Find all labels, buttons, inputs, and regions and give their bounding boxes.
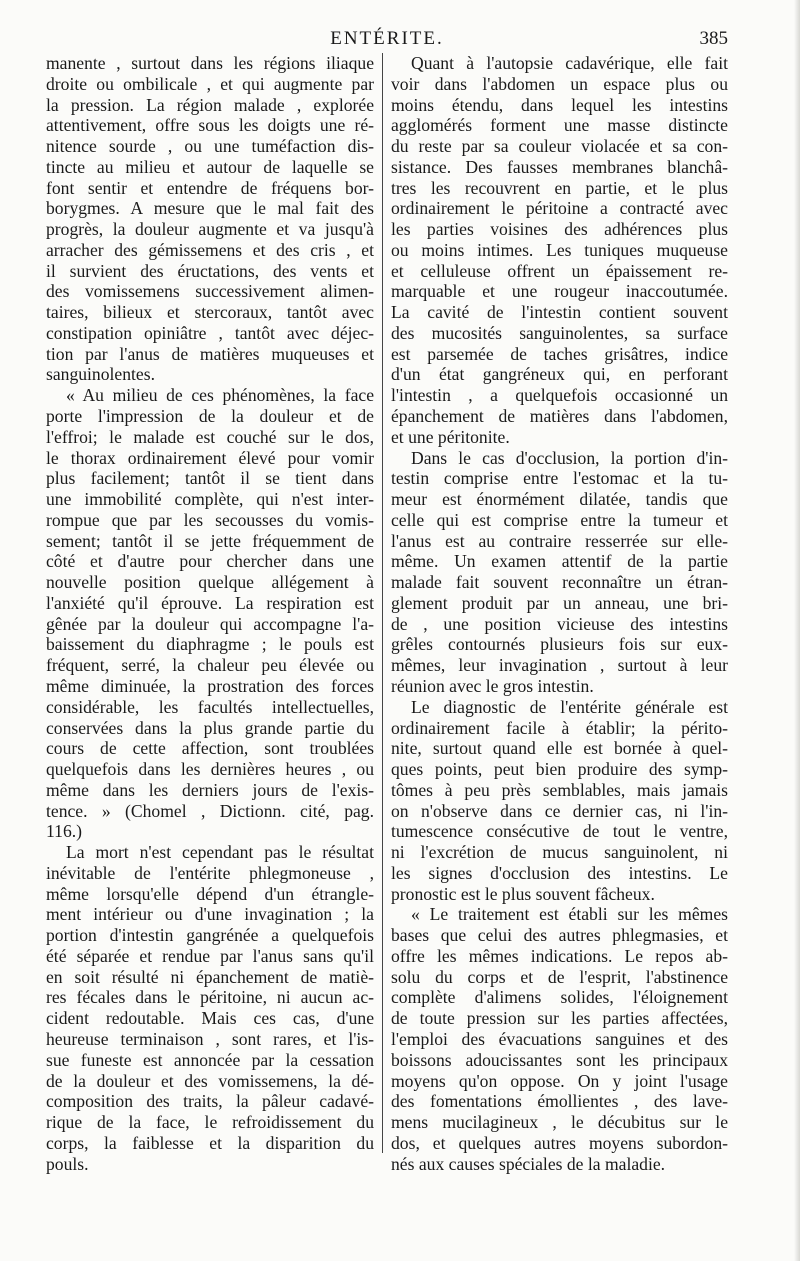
text-line: boissons adoucissantes sont les principaux bbox=[391, 1049, 728, 1070]
text-line: tumescence consécutive de tout le ventre, bbox=[391, 821, 728, 842]
text-line: sistance. Des fausses membranes blanchâ- bbox=[391, 156, 728, 177]
text-line: La mort n'est cependant pas le résultat bbox=[66, 842, 374, 863]
text-line: porte l'impression de la douleur et de bbox=[46, 406, 374, 427]
text-line: est parsemée de taches grisâtres, indice bbox=[391, 343, 728, 364]
text-line: composition des traits, la pâleur cadavé- bbox=[46, 1091, 374, 1112]
text-line: et celluleuse offrent un épaissement re- bbox=[391, 260, 728, 281]
text-line: heureuse terminaison , sont rares, et l'is- bbox=[46, 1028, 374, 1049]
text-line: progrès, la douleur augmente et va jusqu'à bbox=[46, 219, 374, 240]
text-line: il survient des éructations, des vents et bbox=[46, 260, 374, 281]
text-line: quelquefois dans les dernières heures , ou bbox=[46, 759, 374, 780]
text-line: du reste par sa couleur violacée et sa con- bbox=[391, 136, 728, 157]
text-line: testin comprise entre l'estomac et la tu- bbox=[391, 468, 728, 489]
text-line: l'effroi; le malade est couché sur le dos, bbox=[46, 426, 374, 447]
text-line: font sentir et entendre de fréquens bor- bbox=[46, 177, 374, 198]
text-line: mêmes, leur invagination , surtout à leur bbox=[391, 655, 728, 676]
text-line: Quant à l'autopsie cadavérique, elle fait bbox=[411, 53, 728, 73]
text-line: moins étendu, dans lequel les intestins bbox=[391, 94, 728, 115]
text-line: ordinairement le péritoine a contracté avec bbox=[391, 198, 728, 219]
text-line: de la douleur et des vomissemens, la dé- bbox=[46, 1070, 374, 1091]
text-line: considérable, les facultés intellectuelles, bbox=[46, 696, 374, 717]
text-line: cident redoutable. Mais ces cas, d'une bbox=[46, 1008, 374, 1029]
text-line: mens mucilagineux , le décubitus sur le bbox=[391, 1112, 728, 1133]
text-line: ou moins intimes. Les tuniques muqueuse bbox=[391, 239, 728, 260]
text-line: ordinairement facile à établir; la périto- bbox=[391, 717, 728, 738]
text-line: solu du corps et de l'esprit, l'abstinence bbox=[391, 966, 728, 987]
text-line: portion d'intestin gangrénée a quelquefois bbox=[46, 925, 374, 946]
text-line: réunion avec le gros intestin. bbox=[391, 675, 594, 696]
text-line: sement; tantôt il se jette fréquemment de bbox=[46, 530, 374, 551]
text-line: ni l'excrétion de mucus sanguinolent, ni bbox=[391, 842, 728, 863]
text-line: une immobilité complète, qui n'est inter- bbox=[46, 489, 374, 510]
text-line: côté et d'autre pour chercher dans une bbox=[46, 551, 374, 572]
text-line: bases que celui des autres phlegmasies, et bbox=[391, 925, 728, 946]
text-line: nés aux causes spéciales de la maladie. bbox=[391, 1153, 666, 1174]
text-line: grêles contournés plusieurs fois sur eux- bbox=[391, 634, 728, 655]
text-line: La cavité de l'intestin contient souvent bbox=[391, 302, 728, 323]
text-line: Dans le cas d'occlusion, la portion d'in- bbox=[411, 447, 728, 468]
text-line: attentivement, offre sous les doigts une ré- bbox=[46, 115, 374, 136]
text-line: celle qui est comprise entre la tumeur et bbox=[391, 509, 728, 530]
text-line: conservées dans la plus grande partie du bbox=[46, 717, 374, 738]
text-line: l'anus est au contraire resserrée sur elle- bbox=[391, 530, 728, 551]
text-line: Le diagnostic de l'entérite générale est bbox=[411, 696, 728, 717]
page-number: 385 bbox=[699, 28, 728, 49]
text-line: « Le traitement est établi sur les mêmes bbox=[411, 904, 728, 925]
text-line: la pression. La région malade , explorée bbox=[46, 94, 374, 115]
text-line: même dans les derniers jours de l'exis- bbox=[46, 779, 374, 800]
text-line: dos, et quelques autres moyens subordon- bbox=[391, 1132, 728, 1153]
column-divider bbox=[382, 53, 383, 1153]
text-line: nitence sourde , ou une tuméfaction dis- bbox=[46, 136, 374, 157]
text-line: l'intestin , a quelquefois occasionné un bbox=[391, 385, 728, 406]
text-line: sanguinolentes. bbox=[46, 364, 155, 385]
text-line: même diminuée, la prostration des forces bbox=[46, 675, 374, 696]
text-line: les parties voisines des adhérences plus bbox=[391, 219, 728, 240]
text-line: nouvelle position quelque allégement à bbox=[46, 572, 374, 593]
text-line: tence. » (Chomel , Dictionn. cité, pag. bbox=[46, 800, 374, 821]
text-line: pouls. bbox=[46, 1153, 89, 1174]
text-line: complète d'alimens solides, l'éloignement bbox=[391, 987, 728, 1008]
text-line: des fomentations émollientes , des lave- bbox=[391, 1091, 728, 1112]
text-line: de , une position vicieuse des intestins bbox=[391, 613, 728, 634]
right-column bbox=[391, 53, 728, 1174]
text-line: l'emploi des évacuations sanguines et des bbox=[391, 1028, 728, 1049]
text-line: rique de la face, le refroidissement du bbox=[46, 1112, 374, 1133]
text-line: moyens qu'on oppose. On y joint l'usage bbox=[391, 1070, 728, 1091]
text-line: rompue que par les secousses du vomis- bbox=[46, 509, 374, 530]
text-line: glement produit par un anneau, une bri- bbox=[391, 592, 728, 613]
text-line: agglomérés forment une masse distincte bbox=[391, 115, 728, 136]
text-line: meur est énormément dilatée, tandis que bbox=[391, 489, 728, 510]
text-line: inévitable de l'entérite phlegmoneuse , bbox=[46, 862, 374, 883]
text-line: de toute pression sur les parties affectées, bbox=[391, 1008, 728, 1029]
text-line: corps, la faiblesse et la disparition du bbox=[46, 1132, 374, 1153]
text-line: été séparée et rendue par l'anus sans qu'il bbox=[46, 945, 374, 966]
text-line: tres les recouvrent en partie, et le plus bbox=[391, 177, 728, 198]
text-line: marquable et une rougeur inaccoutumée. bbox=[391, 281, 728, 302]
text-line: on n'observe dans ce dernier cas, ni l'in- bbox=[391, 800, 728, 821]
page-edge-shadow bbox=[794, 0, 800, 1261]
text-line: même lorsqu'elle dépend d'un étrangle- bbox=[46, 883, 374, 904]
text-line: cours de cette affection, sont troublées bbox=[46, 738, 374, 759]
text-line: ment intérieur ou d'une invagination ; la bbox=[46, 904, 374, 925]
text-line: fréquent, serré, la chaleur peu élevée ou bbox=[46, 655, 374, 676]
text-line: le thorax ordinairement élevé pour vomir bbox=[46, 447, 374, 468]
running-head bbox=[46, 28, 728, 52]
text-line: tion par l'anus de matières muqueuses et bbox=[46, 343, 374, 364]
text-line: ques points, peut bien produire des symp- bbox=[391, 759, 728, 780]
text-line: constipation opiniâtre , tantôt avec déjec- bbox=[46, 322, 374, 343]
text-line: nite, surtout quand elle est bornée à quel- bbox=[391, 738, 728, 759]
text-line: en soit résulté ni épanchement de matiè- bbox=[46, 966, 374, 987]
text-line: droite ou ombilicale , et qui augmente par bbox=[46, 73, 374, 94]
text-line: malade fait souvent reconnaître un étran- bbox=[391, 572, 728, 593]
text-line: res fécales dans le péritoine, ni aucun ac- bbox=[46, 987, 374, 1008]
text-line: des vomissemens successivement alimen- bbox=[46, 281, 374, 302]
text-line: gênée par la douleur qui accompagne l'a- bbox=[46, 613, 374, 634]
text-line: baissement du diaphragme ; le pouls est bbox=[46, 634, 374, 655]
text-line: les signes d'occlusion des intestins. Le bbox=[391, 862, 728, 883]
text-line: épanchement de matières dans l'abdomen, bbox=[391, 406, 728, 427]
text-line: voir dans l'abdomen un espace plus ou bbox=[391, 73, 728, 94]
text-line: borygmes. A mesure que le mal fait des bbox=[46, 198, 374, 219]
text-line: pronostic est le plus souvent fâcheux. bbox=[391, 883, 655, 904]
text-line: offre les mêmes indications. Le repos ab- bbox=[391, 945, 728, 966]
text-line: tincte au milieu et autour de laquelle se bbox=[46, 156, 374, 177]
text-line: manente , surtout dans les régions iliaque bbox=[46, 53, 374, 73]
running-title: ENTÉRITE. bbox=[330, 28, 444, 49]
text-line: plus facilement; tantôt il se tient dans bbox=[46, 468, 374, 489]
text-line: tômes à peu près semblables, mais jamais bbox=[391, 779, 728, 800]
text-line: taires, bilieux et stercoraux, tantôt avec bbox=[46, 302, 374, 323]
text-line: « Au milieu de ces phénomènes, la face bbox=[66, 385, 374, 406]
text-line: des mucosités sanguinolentes, sa surface bbox=[391, 322, 728, 343]
text-line: et une péritonite. bbox=[391, 426, 510, 447]
text-line: sue funeste est annoncée par la cessation bbox=[46, 1049, 374, 1070]
text-line: d'un état gangréneux qui, en perforant bbox=[391, 364, 728, 385]
left-column bbox=[46, 53, 374, 1174]
text-line: arracher des gémissemens et des cris , et bbox=[46, 239, 374, 260]
text-line: 116.) bbox=[46, 821, 82, 842]
text-line: même. Un examen attentif de la partie bbox=[391, 551, 728, 572]
text-line: l'anxiété qu'il éprouve. La respiration est bbox=[46, 592, 374, 613]
